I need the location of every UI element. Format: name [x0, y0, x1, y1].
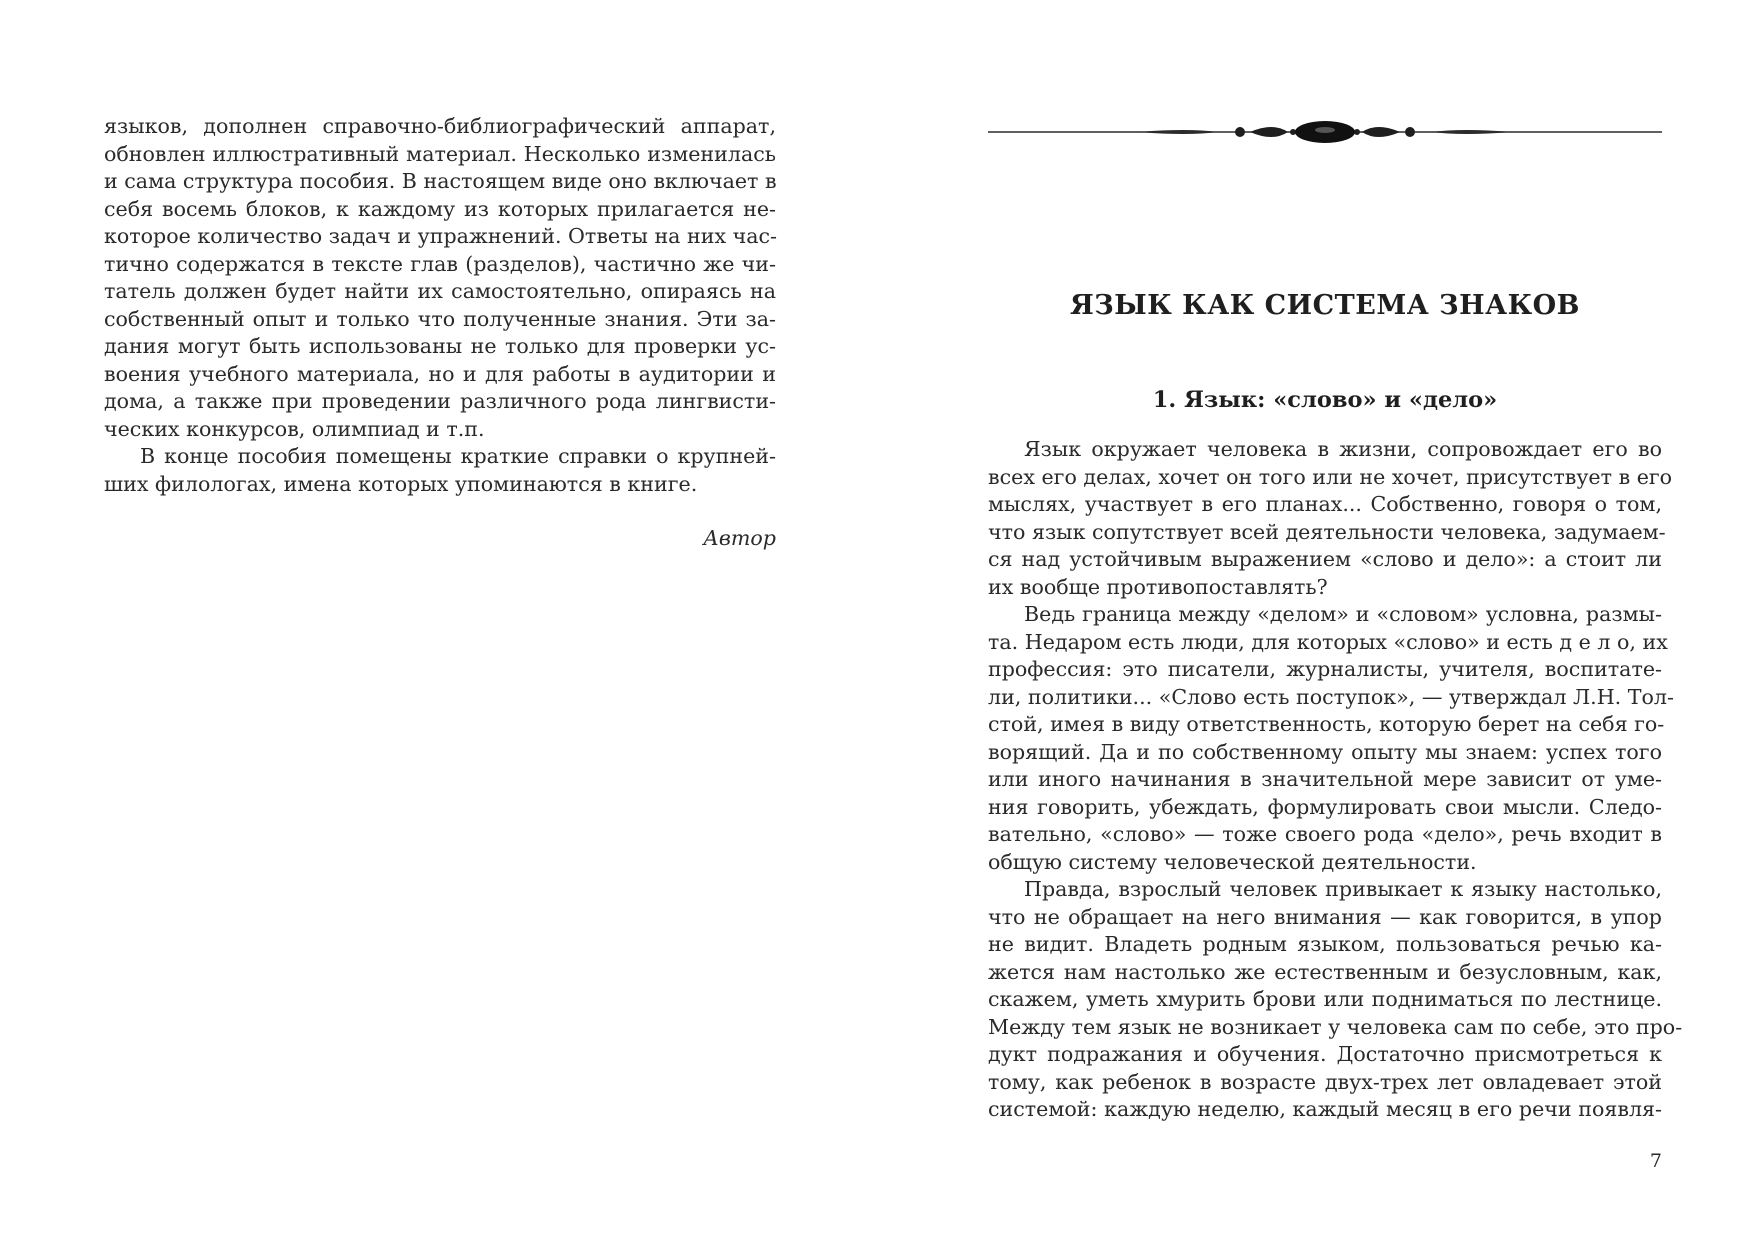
text-line: Язык окружает человека в жизни, сопровождает его во	[1024, 437, 1662, 461]
text-line: общую систему человеческой деятельности.	[988, 849, 1477, 874]
right-page-text	[988, 436, 1683, 1124]
decorative-ornament-icon	[988, 116, 1662, 148]
text-line: и сама структура пособия. В настоящем виде оно включает в	[104, 169, 777, 193]
text-line: которое количество задач и упражнений. Ответы на них час-	[104, 224, 777, 248]
text-line: всех его делах, хочет он того или не хочет, присутствует в его	[988, 464, 1673, 489]
text-line: ших филологах, имена которых упоминаются в книге.	[104, 471, 698, 496]
text-line: их вообще противопоставлять?	[988, 574, 1328, 599]
text-line: или иного начинания в значительной мере зависит от уме-	[988, 767, 1662, 791]
text-line: дания могут быть использованы не только для проверки ус-	[104, 334, 776, 358]
chapter-title: ЯЗЫК КАК СИСТЕМА ЗНАКОВ	[1069, 290, 1580, 321]
text-line: ния говорить, убеждать, формулировать свои мысли. Следо-	[988, 794, 1662, 819]
text-line: что не обращает на него внимания — как говорится, в упор	[988, 904, 1662, 929]
text-line: тично содержатся в тексте глав (разделов), частично же чи-	[104, 251, 776, 276]
page-number: 7	[1649, 1150, 1662, 1172]
text-line: что язык сопутствует всей деятельности человека, задумаем-	[988, 519, 1666, 544]
text-line: татель должен будет найти их самостоятельно, опираясь на	[104, 279, 776, 303]
left-page	[0, 0, 877, 1240]
text-line: ся над устойчивым выражением «слово и дело»: а стоит ли	[988, 547, 1662, 571]
text-line: воения учебного материала, но и для работы в аудитории и	[104, 361, 776, 386]
text-line: дукт подражания и обучения. Достаточно присмотреться к	[988, 1042, 1662, 1066]
text-line: Правда, взрослый человек привыкает к языку настолько,	[1024, 877, 1662, 901]
text-line: жется нам настолько же естественным и безусловным, как,	[988, 959, 1662, 984]
text-line: та. Недаром есть люди, для которых «слово» и есть д е л о, их	[988, 629, 1668, 654]
text-line: ли, политики... «Слово есть поступок», — утверждал Л.Н. Тол-	[988, 684, 1674, 709]
text-line: В конце пособия помещены краткие справки о крупней-	[140, 444, 776, 468]
text-line: вательно, «слово» — тоже своего рода «дело», речь входит в	[988, 822, 1662, 846]
left-page-text	[104, 113, 776, 498]
text-line: собственный опыт и только что полученные знания. Эти за-	[104, 306, 776, 331]
author-signature: Автор	[703, 526, 776, 550]
text-line: стой, имея в виду ответственность, которую берет на себя го-	[988, 712, 1665, 736]
text-line: Между тем язык не возникает у человека сам по себе, это про-	[988, 1014, 1683, 1039]
text-line: тому, как ребенок в возрасте двух-трех лет овладевает этой	[988, 1069, 1662, 1094]
text-line: профессия: это писатели, журналисты, учителя, воспитате-	[988, 657, 1662, 681]
text-line: не видит. Владеть родным языком, пользоваться речью ка-	[988, 932, 1662, 956]
text-line: дома, а также при проведении различного рода лингвисти-	[104, 389, 776, 413]
text-line: системой: каждую неделю, каждый месяц в его речи появля-	[988, 1097, 1662, 1121]
text-line: обновлен иллюстративный материал. Несколько изменилась	[104, 141, 776, 166]
text-line: ворящий. Да и по собственному опыту мы знаем: успех того	[988, 739, 1662, 764]
text-line: ческих конкурсов, олимпиад и т.п.	[104, 416, 485, 441]
section-title: 1. Язык: «слово» и «дело»	[1152, 387, 1498, 413]
text-line: себя восемь блоков, к каждому из которых прилагается не-	[104, 196, 776, 221]
text-line: языков, дополнен справочно-библиографический аппарат,	[104, 114, 776, 138]
text-line: Ведь граница между «делом» и «словом» условна, размы-	[1024, 602, 1662, 626]
text-line: мыслях, участвует в его планах... Собственно, говоря о том,	[988, 492, 1662, 516]
text-line: скажем, уметь хмурить брови или подниматься по лестнице.	[988, 987, 1662, 1011]
